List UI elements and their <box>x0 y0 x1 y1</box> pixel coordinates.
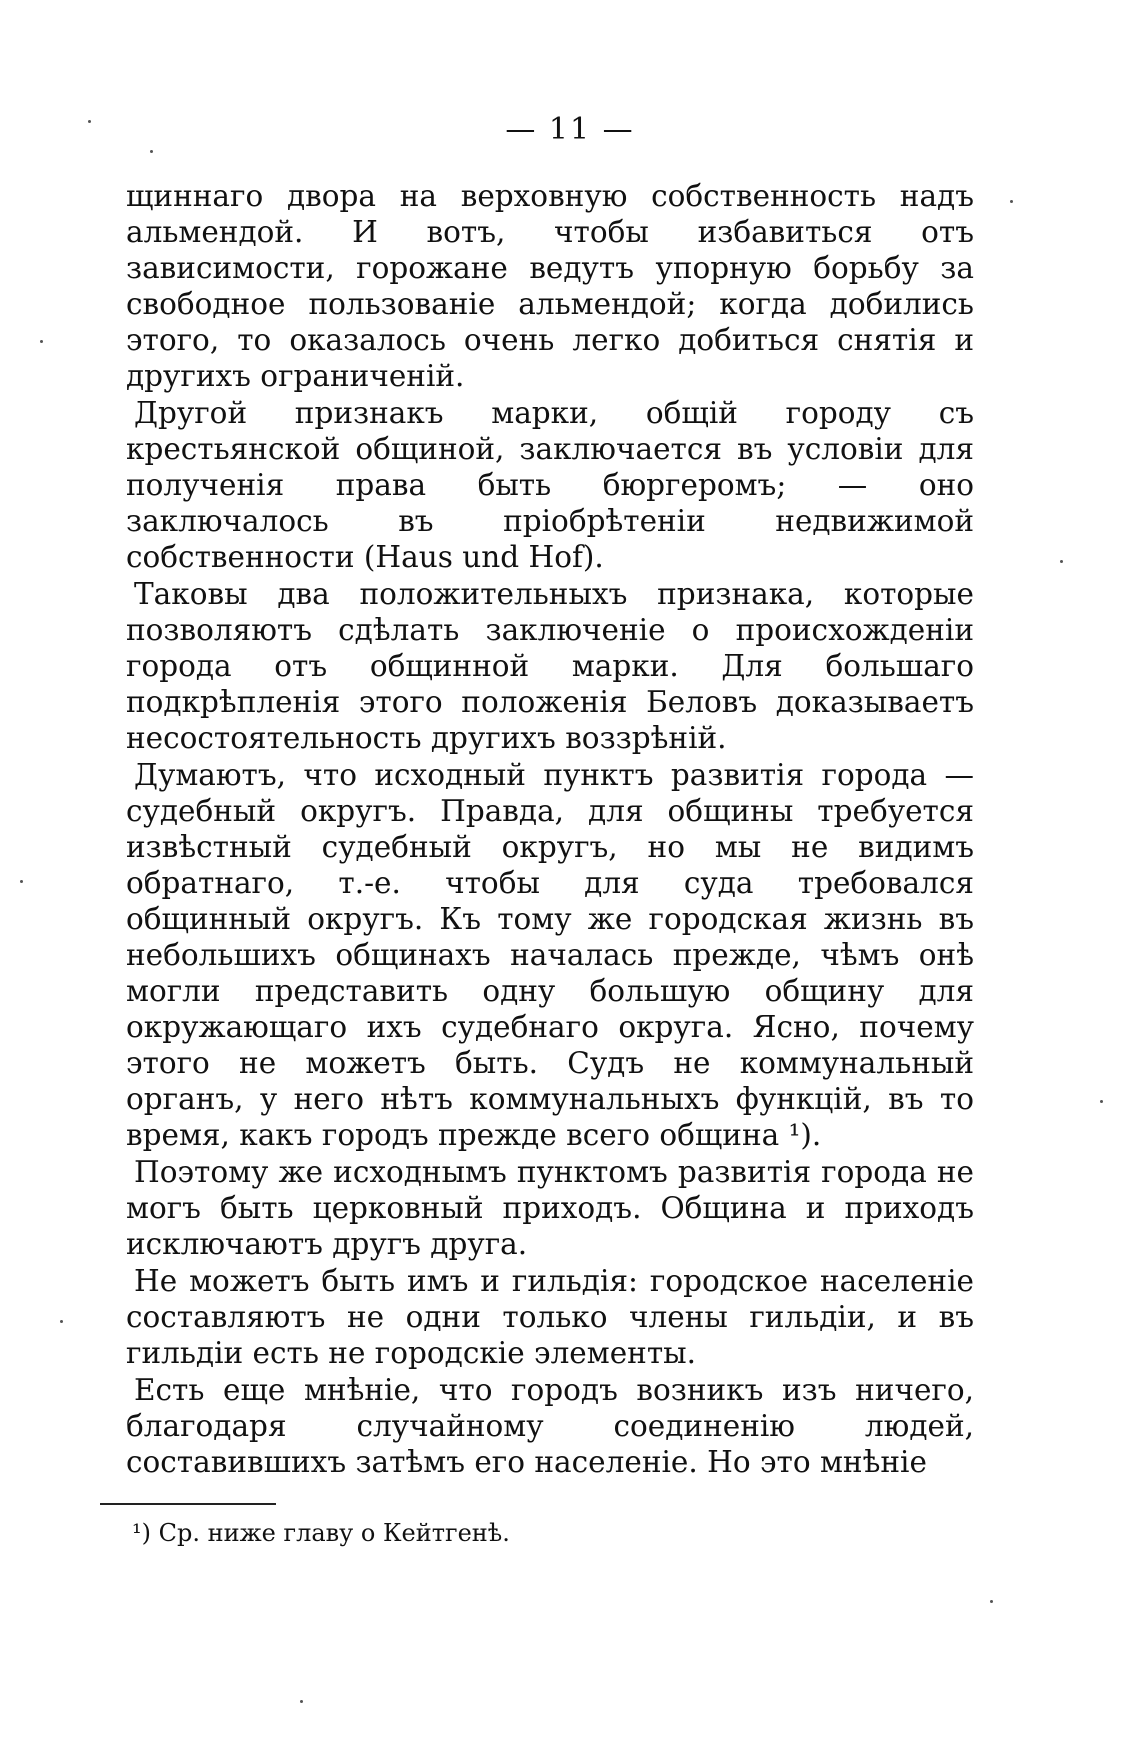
paragraph-2: Другой признакъ марки, общій городу съ крестьянской общиной, заключается въ условіи для полученія права быть бюргеромъ; — оно заключалось въ пріобрѣтеніи недвижимой собственности (Haus und Hof). <box>126 396 974 574</box>
scan-speck <box>150 150 153 153</box>
paragraph-3: Таковы два положительныхъ признака, которые позволяютъ сдѣлать заключеніе о происхожденіи города отъ общинной марки. Для большаго подкрѣпленія этого положенія Беловъ доказываетъ несостоятельность другихъ воззрѣній. <box>126 577 974 755</box>
footnote: ¹) Ср. ниже главу о Кейтгенѣ. <box>132 1519 510 1547</box>
paragraph-7: Есть еще мнѣніе, что городъ возникъ изъ ничего, благодаря случайному соединенію людей, составившихъ затѣмъ его населеніе. Но это мнѣніе <box>126 1373 974 1479</box>
scan-speck <box>60 1320 63 1323</box>
scan-speck <box>88 120 91 123</box>
paragraph-6: Не можетъ быть имъ и гильдія: городское населеніе составляютъ не одни только члены гильдіи, и въ гильдіи есть не городскіе элементы. <box>126 1264 974 1370</box>
scan-speck <box>20 880 23 883</box>
paragraph-1: щиннаго двора на верховную собственность надъ альмендой. И вотъ, чтобы избавиться отъ зависимости, горожане ведутъ упорную борьбу за свободное пользованіе альмендой; когда добились этого, то оказалось очень легко добиться снятія и другихъ ограниченій. <box>126 179 974 393</box>
paragraph-4: Думаютъ, что исходный пунктъ развитія города — судебный округъ. Правда, для общины требуется извѣстный судебный округъ, но мы не видимъ обратнаго, т.-е. чтобы для суда требовался общинный округъ. Къ тому же городская жизнь въ небольшихъ общинахъ началась прежде, чѣмъ онѣ могли представить одну большую общину для окружающаго ихъ судебнаго округа. Ясно, почему этого не можетъ быть. Судъ не коммунальный органъ, у него нѣтъ коммунальныхъ функцій, въ то время, какъ городъ прежде всего община ¹). <box>126 758 974 1152</box>
scan-speck <box>1010 200 1013 203</box>
scan-speck <box>300 1700 303 1703</box>
footnote-divider <box>100 1503 276 1505</box>
page-number: — 11 — <box>505 112 635 147</box>
scan-speck <box>1060 560 1063 563</box>
scan-speck <box>990 1600 993 1603</box>
paragraph-5: Поэтому же исходнымъ пунктомъ развитія города не могъ быть церковный приходъ. Община и приходъ исключаютъ другъ друга. <box>126 1155 974 1261</box>
main-text <box>126 178 974 1481</box>
scan-speck <box>1100 1100 1103 1103</box>
scan-speck <box>40 340 43 343</box>
